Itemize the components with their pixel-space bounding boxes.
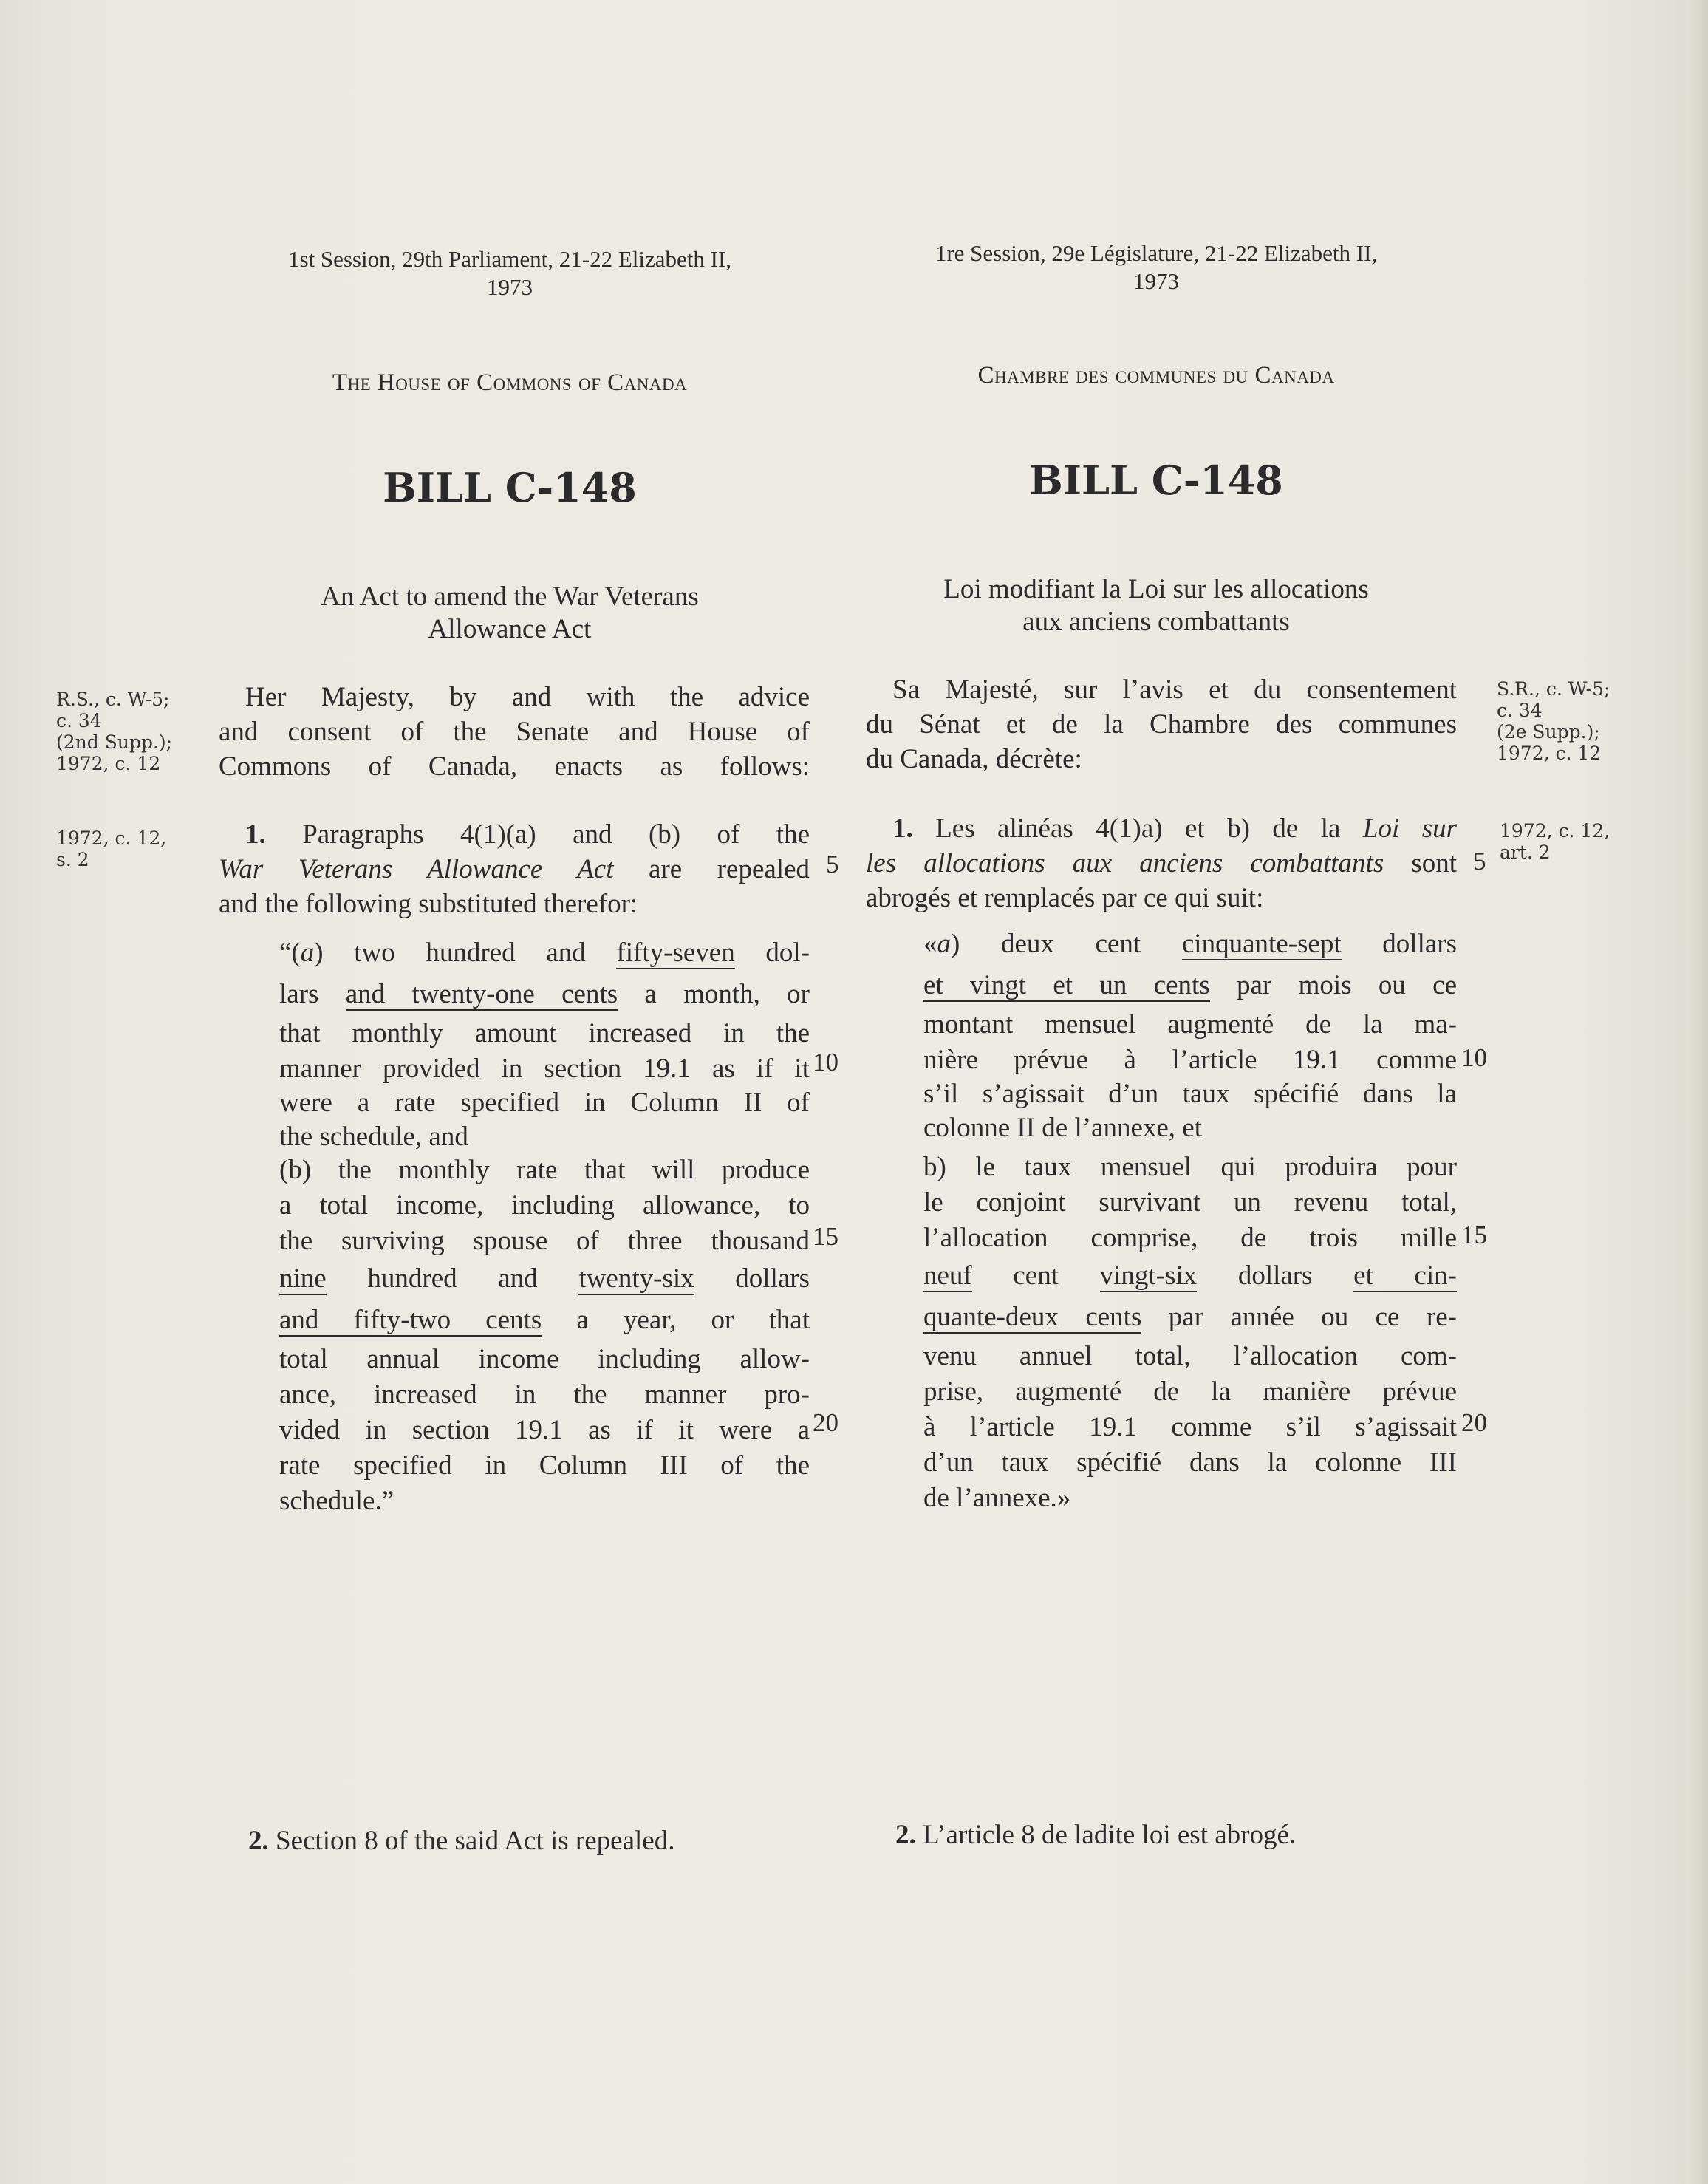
para-line: b) le taux mensuel qui produira pour bbox=[923, 1152, 1457, 1182]
margin-note-line: 1972, c. 12, bbox=[1500, 820, 1610, 842]
para-line: “(a) two hundred and fifty-seven dol- bbox=[279, 938, 810, 968]
enacting-line: and consent of the Senate and House of bbox=[219, 717, 810, 747]
para-line: nine hundred and twenty-six dollars bbox=[279, 1263, 810, 1294]
margin-note-line: c. 34 bbox=[1497, 700, 1543, 721]
para-line: prise, augmenté de la manière prévue bbox=[923, 1376, 1457, 1407]
page-edge bbox=[1686, 0, 1708, 2184]
para-line: nière prévue à l’article 19.1 comme bbox=[923, 1045, 1457, 1075]
session-fr-year: 1973 bbox=[1133, 268, 1179, 294]
margin-note-line: (2e Supp.); bbox=[1497, 721, 1600, 743]
para-line: d’un taux spécifié dans la colonne III bbox=[923, 1447, 1457, 1478]
paragraph-b-fr bbox=[923, 1150, 1457, 1516]
bill-number-fr: BILL C-148 bbox=[1029, 457, 1283, 504]
paragraph-b-en bbox=[279, 1153, 810, 1519]
margin-note-line: S.R., c. W-5; bbox=[1497, 678, 1610, 700]
margin-note-line: 1972, c. 12, bbox=[56, 827, 167, 849]
para-line: à l’article 19.1 comme s’il s’agissait bbox=[923, 1412, 1457, 1442]
section-text: sont bbox=[1411, 848, 1457, 878]
para-line: s’il s’agissait d’un taux spécifié dans la bbox=[923, 1079, 1457, 1109]
section-1-fr-line1 bbox=[866, 811, 1457, 846]
para-line: (b) the monthly rate that will produce bbox=[279, 1155, 810, 1185]
section-number: 2. bbox=[895, 1820, 916, 1850]
para-line: venu annuel total, l’allocation com- bbox=[923, 1341, 1457, 1371]
para-line: quante-deux cents par année ou ce re- bbox=[923, 1302, 1457, 1332]
margin-note-en-2 bbox=[56, 827, 219, 870]
para-line: the schedule, and bbox=[279, 1122, 468, 1152]
line-number-5-en: 5 bbox=[826, 850, 839, 878]
section-2-fr bbox=[895, 1818, 1472, 1852]
paragraph-a-en bbox=[279, 932, 810, 1154]
para-line: le conjoint survivant un revenu total, bbox=[923, 1187, 1457, 1218]
margin-note-line: R.S., c. W-5; bbox=[56, 689, 170, 710]
act-title-en-line2: Allowance Act bbox=[428, 614, 592, 644]
act-title-fr-line2: aux anciens combattants bbox=[1022, 607, 1290, 637]
section-1-fr-line2 bbox=[866, 846, 1457, 881]
session-en bbox=[199, 245, 820, 301]
section-1-fr-line3: abrogés et remplacés par ce qui suit: bbox=[866, 883, 1264, 913]
para-line: that monthly amount increased in the bbox=[279, 1018, 810, 1048]
para-line: neuf cent vingt-six dollars et cin- bbox=[923, 1260, 1457, 1291]
margin-note-line: art. 2 bbox=[1500, 842, 1551, 863]
para-line: schedule.” bbox=[279, 1486, 394, 1516]
para-line: «a) deux cent cinquante-sept dollars bbox=[923, 929, 1457, 959]
section-text: Section 8 of the said Act is repealed. bbox=[276, 1826, 675, 1856]
para-line: lars and twenty-one cents a month, or bbox=[279, 979, 810, 1009]
line-number-15-en: 15 bbox=[813, 1222, 838, 1251]
session-en-year: 1973 bbox=[487, 274, 533, 300]
para-line: and fifty-two cents a year, or that bbox=[279, 1305, 810, 1335]
section-2-en bbox=[248, 1823, 824, 1858]
para-line: were a rate specified in Column II of bbox=[279, 1088, 810, 1118]
enacting-line: du Canada, décrète: bbox=[866, 744, 1082, 774]
para-line: l’allocation comprise, de trois mille bbox=[923, 1223, 1457, 1253]
bill-number-en: BILL C-148 bbox=[383, 464, 637, 511]
section-1-en bbox=[219, 817, 810, 921]
para-line: rate specified in Column III of the bbox=[279, 1450, 810, 1481]
enacting-line: Sa Majesté, sur l’avis et du consentement bbox=[892, 675, 1457, 705]
enacting-line: Commons of Canada, enacts as follows: bbox=[219, 751, 810, 782]
line-number-10-en: 10 bbox=[813, 1048, 838, 1076]
section-1-en-line2 bbox=[219, 852, 810, 887]
line-number-5-fr: 5 bbox=[1473, 847, 1486, 876]
para-line: de l’annexe.» bbox=[923, 1483, 1071, 1513]
margin-note-en-1 bbox=[56, 689, 219, 774]
section-text: are repealed bbox=[649, 854, 810, 884]
act-title-en-line1: An Act to amend the War Veterans bbox=[321, 581, 699, 612]
session-fr-line1: 1re Session, 29e Législature, 21-22 Elizabeth II, bbox=[935, 240, 1378, 266]
para-line: et vingt et un cents par mois ou ce bbox=[923, 970, 1457, 1000]
act-title-fr bbox=[842, 573, 1470, 638]
para-line: total annual income including allow- bbox=[279, 1344, 810, 1374]
section-number: 1. bbox=[245, 819, 266, 850]
house-title-en: The House of Commons of Canada bbox=[332, 369, 688, 396]
margin-note-line: c. 34 bbox=[56, 710, 102, 731]
section-number: 2. bbox=[248, 1826, 269, 1856]
para-line: manner provided in section 19.1 as if it bbox=[279, 1054, 810, 1084]
enacting-line: du Sénat et de la Chambre des communes bbox=[866, 709, 1457, 740]
section-text: Paragraphs 4(1)(a) and (b) of the bbox=[302, 819, 810, 850]
section-text: L’article 8 de ladite loi est abrogé. bbox=[923, 1820, 1297, 1850]
para-line: the surviving spouse of three thousand bbox=[279, 1226, 810, 1256]
margin-note-line: s. 2 bbox=[56, 849, 89, 870]
line-number-20-en: 20 bbox=[813, 1408, 838, 1437]
act-title-fr-line1: Loi modifiant la Loi sur les allocations bbox=[943, 574, 1369, 604]
margin-note-line: 1972, c. 12 bbox=[1497, 743, 1602, 764]
para-line: montant mensuel augmenté de la ma- bbox=[923, 1009, 1457, 1040]
act-name-italic: Loi sur bbox=[1362, 813, 1458, 844]
paragraph-a-fr bbox=[923, 924, 1457, 1145]
enacting-clause-en bbox=[219, 680, 810, 784]
section-text: Les alinéas 4(1)a) et b) de la bbox=[935, 813, 1341, 844]
section-1-fr bbox=[866, 811, 1457, 915]
section-1-en-line3: and the following substituted therefor: bbox=[219, 889, 638, 919]
section-number: 1. bbox=[892, 813, 913, 844]
act-name-italic: les allocations aux anciens combattants bbox=[866, 848, 1384, 878]
house-title-fr: Chambre des communes du Canada bbox=[977, 362, 1335, 389]
session-en-line1: 1st Session, 29th Parliament, 21-22 Elizabeth II, bbox=[287, 246, 732, 272]
margin-note-line: (2nd Supp.); bbox=[56, 731, 173, 753]
enacting-line: Her Majesty, by and with the advice bbox=[245, 682, 810, 712]
para-line: a total income, including allowance, to bbox=[279, 1190, 810, 1221]
line-number-10-fr: 10 bbox=[1461, 1043, 1487, 1072]
act-name-italic: War Veterans Allowance Act bbox=[219, 854, 614, 884]
para-line: vided in section 19.1 as if it were a bbox=[279, 1415, 810, 1445]
section-1-en-line1 bbox=[219, 817, 810, 852]
margin-note-line: 1972, c. 12 bbox=[56, 753, 161, 774]
line-number-20-fr: 20 bbox=[1461, 1408, 1487, 1437]
enacting-clause-fr bbox=[866, 672, 1457, 777]
margin-note-fr-2 bbox=[1500, 820, 1670, 863]
line-number-15-fr: 15 bbox=[1461, 1221, 1487, 1249]
para-line: colonne II de l’annexe, et bbox=[923, 1113, 1203, 1143]
margin-note-fr-1 bbox=[1497, 678, 1667, 764]
act-title-en bbox=[199, 581, 820, 646]
session-fr bbox=[842, 239, 1470, 296]
para-line: ance, increased in the manner pro- bbox=[279, 1379, 810, 1410]
